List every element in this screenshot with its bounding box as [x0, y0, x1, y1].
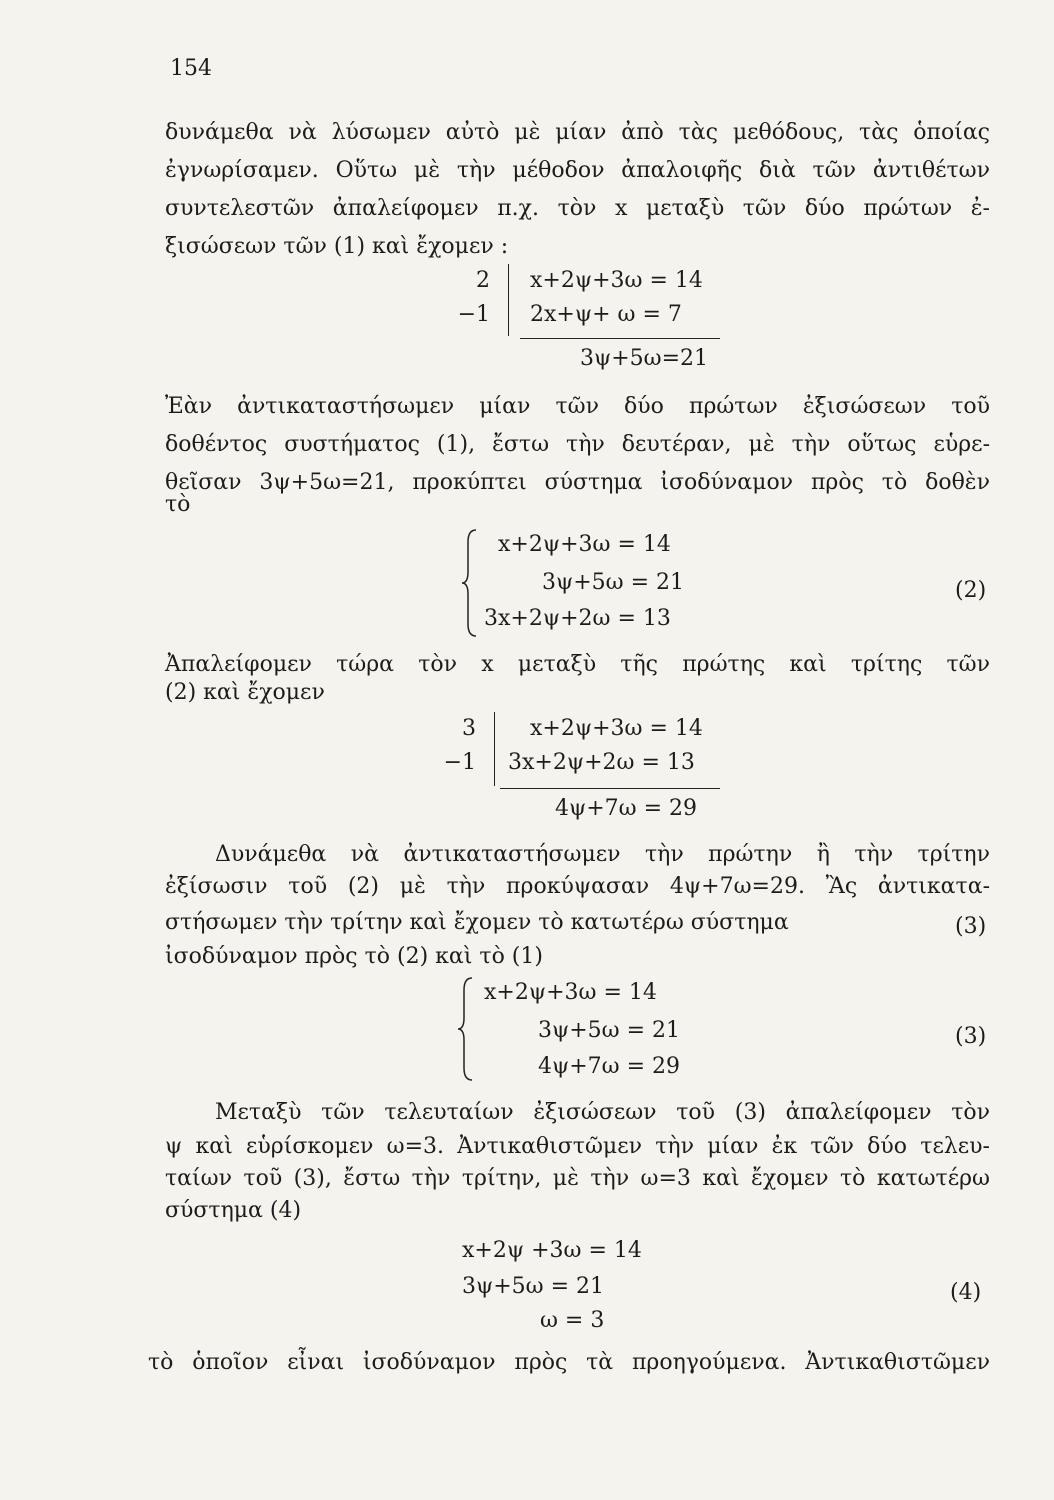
- elimination-divider: [494, 712, 495, 786]
- equation: 4ψ+7ω = 29: [538, 1054, 681, 1079]
- text-line: (2) καὶ ἔχομεν: [165, 680, 325, 705]
- left-brace: [456, 976, 476, 1082]
- multiplier: −1: [457, 302, 490, 327]
- equation: 3ψ+5ω = 21: [538, 1018, 681, 1043]
- equation: 3x+2ψ+2ω = 13: [484, 606, 671, 631]
- text-line: στήσωμεν τὴν τρίτην καὶ ἔχομεν τὸ κατωτέρω σύστημα: [165, 910, 789, 935]
- result-equation: 4ψ+7ω = 29: [555, 796, 698, 821]
- equation: x+2ψ+3ω = 14: [530, 268, 703, 293]
- equation: 2x+ψ+ ω = 7: [530, 302, 682, 327]
- text-line: θεῖσαν 3ψ+5ω=21, προκύπτει σύστημα ἰσοδύναμον πρὸς τὸ δοθὲν: [165, 470, 990, 495]
- equation-label: (3): [955, 914, 987, 939]
- equation: x+2ψ+3ω = 14: [484, 980, 657, 1005]
- text-line: δοθέντος συστήματος (1), ἔστω τὴν δευτέραν, μὲ τὴν οὕτως εὑρε-: [165, 432, 990, 457]
- text-line: ἰσοδύναμον πρὸς τὸ (2) καὶ τὸ (1): [165, 944, 543, 969]
- text-line: τὸ: [165, 492, 191, 517]
- text-line: συντελεστῶν ἀπαλείφομεν π.χ. τὸν x μεταξὺ τῶν δύο πρώτων ἐ-: [165, 196, 990, 221]
- text-line: ψ καὶ εὑρίσκομεν ω=3. Ἀντικαθιστῶμεν τὴν μίαν ἐκ τῶν δύο τελευ-: [165, 1134, 990, 1159]
- elimination-divider: [508, 264, 509, 336]
- equation-label: (4): [950, 1280, 982, 1305]
- equation: 3ψ+5ω = 21: [462, 1274, 605, 1299]
- text-line: Ἐὰν ἀντικαταστήσωμεν μίαν τῶν δύο πρώτων ἐξισώσεων τοῦ: [165, 394, 990, 419]
- sum-line: [500, 788, 720, 789]
- text-line: δυνάμεθα νὰ λύσωμεν αὐτὸ μὲ μίαν ἀπὸ τὰς μεθόδους, τὰς ὁποίας: [165, 120, 990, 145]
- result-equation: 3ψ+5ω=21: [580, 346, 709, 371]
- text-line: ξισώσεων τῶν (1) καὶ ἔχομεν :: [165, 234, 509, 259]
- text-line: σύστημα (4): [165, 1198, 302, 1223]
- equation: ω = 3: [540, 1308, 605, 1333]
- equation: x+2ψ +3ω = 14: [462, 1238, 642, 1263]
- text-line: Ἀπαλείφομεν τώρα τὸν x μεταξὺ τῆς πρώτης καὶ τρίτης τῶν: [165, 652, 990, 677]
- equation: 3ψ+5ω = 21: [542, 570, 685, 595]
- multiplier: 2: [476, 268, 490, 293]
- equation: x+2ψ+3ω = 14: [530, 716, 703, 741]
- text-line: τὸ ὁποῖον εἶναι ἰσοδύναμον πρὸς τὰ προηγούμενα. Ἀντικαθιστῶμεν: [148, 1350, 990, 1375]
- text-line: ταίων τοῦ (3), ἔστω τὴν τρίτην, μὲ τὴν ω=3 καὶ ἔχομεν τὸ κατωτέρω: [165, 1166, 990, 1191]
- text-line: ἐξίσωσιν τοῦ (2) μὲ τὴν προκύψασαν 4ψ+7ω=29. Ἂς ἀντικατα-: [165, 874, 990, 899]
- equation: x+2ψ+3ω = 14: [498, 532, 671, 557]
- multiplier: 3: [462, 716, 476, 741]
- page-number: 154: [170, 56, 212, 81]
- equation: 3x+2ψ+2ω = 13: [508, 750, 695, 775]
- equation-label: (3): [955, 1024, 987, 1049]
- equation-label: (2): [955, 578, 987, 603]
- text-line: ἐγνωρίσαμεν. Οὕτω μὲ τὴν μέθοδον ἀπαλοιφῆς διὰ τῶν ἀντιθέτων: [165, 158, 990, 183]
- sum-line: [520, 338, 720, 339]
- text-line: Μεταξὺ τῶν τελευταίων ἐξισώσεων τοῦ (3) ἀπαλείφομεν τὸν: [215, 1100, 990, 1125]
- text-line: Δυνάμεθα νὰ ἀντικαταστήσωμεν τὴν πρώτην ἢ τὴν τρίτην: [215, 842, 990, 867]
- multiplier: −1: [443, 750, 476, 775]
- left-brace: [460, 528, 480, 638]
